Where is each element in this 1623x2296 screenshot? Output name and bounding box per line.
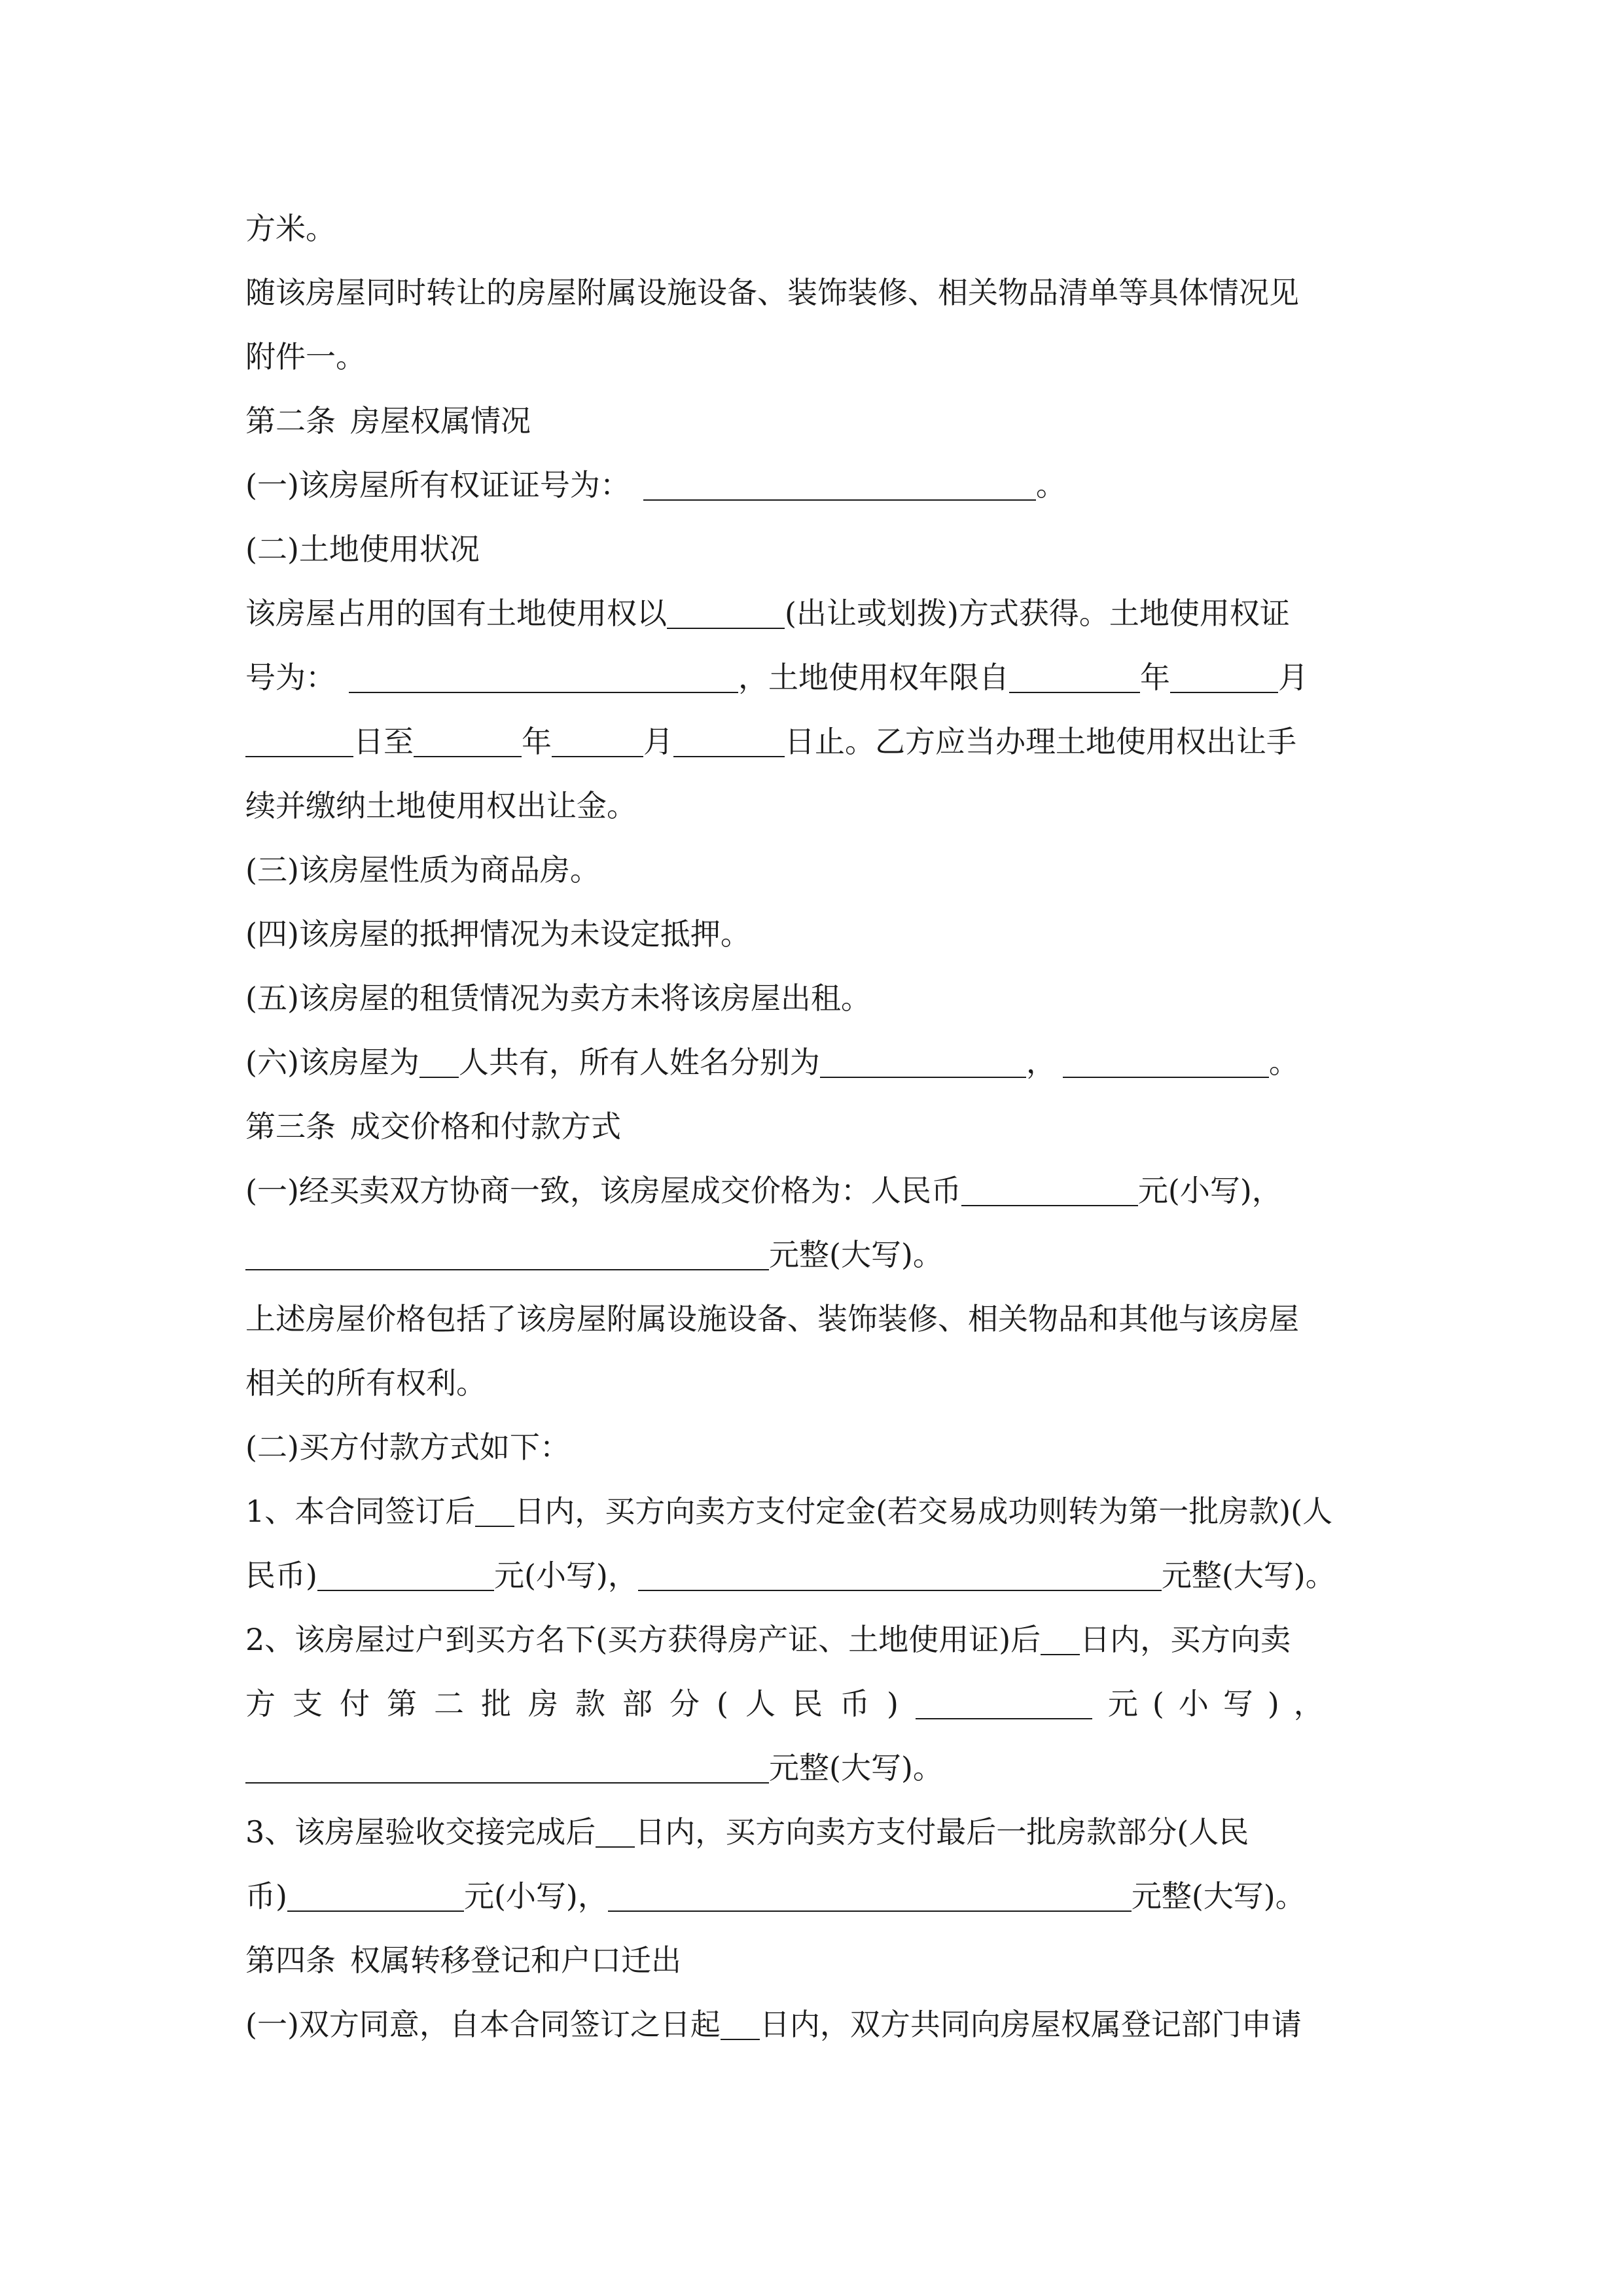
blank-field[interactable] (1063, 1048, 1269, 1078)
paragraph-line: 附件一。 (245, 339, 366, 374)
document-page (245, 196, 1384, 2056)
paragraph-line: 该房屋占用的国有土地使用权以 (出让或划拨)方式获得。土地使用权证 (245, 596, 1290, 631)
paragraph-line: 1、本合同签订后 日内，买方向卖方支付定金(若交易成功则转为第一批房款)(人 (245, 1494, 1333, 1529)
blank-field[interactable] (1041, 1625, 1080, 1655)
blank-field[interactable] (596, 1818, 635, 1848)
paragraph-line: (二)买方付款方式如下： (245, 1429, 570, 1465)
article-heading: 第三条 成交价格和付款方式 (245, 1109, 621, 1144)
paragraph-line: 民币) 元(小写)， 元整(大写)。 (245, 1558, 1336, 1593)
blank-field[interactable] (245, 1753, 769, 1784)
blank-field[interactable] (916, 1689, 1092, 1719)
blank-field[interactable] (317, 1561, 494, 1591)
blank-field[interactable] (349, 663, 738, 693)
blank-field[interactable] (552, 727, 643, 757)
paragraph-line: 币) 元(小写)， 元整(大写)。 (245, 1878, 1306, 1914)
paragraph-line: 随该房屋同时转让的房屋附属设施设备、装饰装修、相关物品清单等具体情况见 (245, 275, 1299, 310)
blank-field[interactable] (475, 1497, 514, 1527)
paragraph-line: (一)经买卖双方协商一致，该房屋成交价格为：人民币 元(小写)， (245, 1173, 1282, 1208)
blank-field[interactable] (245, 1240, 769, 1270)
paragraph-line: 方支付第二批房款部分(人民币) 元(小写)， (245, 1686, 1338, 1721)
blank-field[interactable] (961, 1176, 1138, 1206)
paragraph-line: (三)该房屋性质为商品房。 (245, 852, 600, 888)
blank-field[interactable] (608, 1882, 1132, 1912)
paragraph-line: (六)该房屋为 人共有，所有人姓名分别为 ， 。 (245, 1045, 1299, 1080)
blank-field[interactable] (673, 727, 785, 757)
blank-field[interactable] (667, 599, 785, 629)
paragraph-line: (五)该房屋的租赁情况为卖方未将该房屋出租。 (245, 980, 871, 1016)
paragraph-line: 日至 年 月 日止。乙方应当办理土地使用权出让手 (245, 709, 1384, 774)
paragraph-line: 上述房屋价格包括了该房屋附属设施设备、装饰装修、相关物品和其他与该房屋 (245, 1301, 1299, 1336)
paragraph-line: (一)双方同意，自本合同签订之日起 日内，双方共同向房屋权属登记部门申请 (245, 2007, 1302, 2042)
blank-field[interactable] (638, 1561, 1162, 1591)
paragraph-line: 续并缴纳土地使用权出让金。 (245, 788, 637, 823)
paragraph-line: (一)该房屋所有权证证号为： 。 (245, 467, 1066, 503)
paragraph-line: 2、该房屋过户到买方名下(买方获得房产证、土地使用证)后 日内，买方向卖 (245, 1622, 1291, 1657)
blank-field[interactable] (287, 1882, 464, 1912)
paragraph-line: 号为： ，土地使用权年限自 年 月 (245, 660, 1308, 695)
blank-field[interactable] (1170, 663, 1278, 693)
paragraph-line: (二)土地使用状况 (245, 531, 480, 567)
blank-field[interactable] (820, 1048, 1026, 1078)
paragraph-line: 方米。 (245, 211, 336, 246)
paragraph-line: 元整(大写)。 (245, 1223, 1384, 1287)
paragraph-line: (四)该房屋的抵押情况为未设定抵押。 (245, 916, 751, 952)
article-heading: 第二条 房屋权属情况 (245, 403, 531, 439)
paragraph-line: 相关的所有权利。 (245, 1365, 486, 1401)
paragraph-line: 元整(大写)。 (245, 1736, 1384, 1800)
blank-field[interactable] (419, 1048, 459, 1078)
blank-field[interactable] (245, 727, 353, 757)
blank-field[interactable] (414, 727, 522, 757)
blank-field[interactable] (643, 471, 1036, 501)
paragraph-line: 3、该房屋验收交接完成后 日内，买方向卖方支付最后一批房款部分(人民 (245, 1814, 1249, 1850)
article-heading: 第四条 权属转移登记和户口迁出 (245, 1943, 681, 1978)
blank-field[interactable] (721, 2010, 760, 2040)
blank-field[interactable] (1009, 663, 1140, 693)
